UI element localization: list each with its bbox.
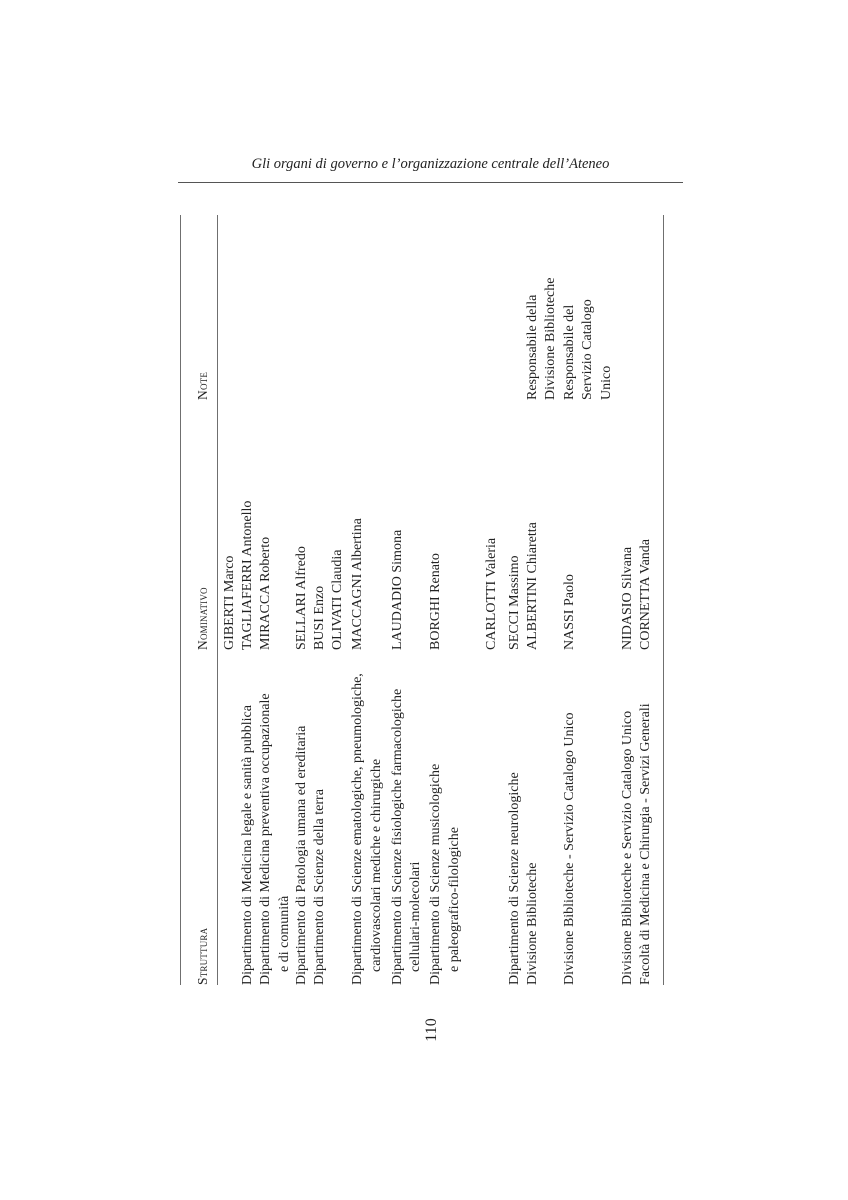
table-header-rule <box>217 215 218 985</box>
table-line <box>257 215 275 985</box>
note-cell: Unico <box>599 365 614 400</box>
nominativo-cell: BUSI Enzo <box>312 585 327 650</box>
table-bottom-rule <box>663 215 664 985</box>
table-line <box>506 215 524 985</box>
struttura-cell: cardiovascolari mediche e chirurgiche <box>369 758 384 972</box>
table-line <box>542 215 560 985</box>
nominativo-cell: SELLARI Alfredo <box>294 546 309 650</box>
table-line <box>483 215 501 985</box>
table-line <box>637 215 655 985</box>
table-line <box>389 215 407 985</box>
staff-table <box>180 215 665 985</box>
table-line <box>329 215 347 985</box>
column-header-nominativo: Nominativo <box>195 587 210 650</box>
table-top-rule <box>180 215 181 985</box>
note-cell: Servizio Catalogo <box>580 299 595 400</box>
nominativo-cell: MIRACCA Roberto <box>258 536 273 650</box>
struttura-cell: Dipartimento di Patologia umana ed ereditaria <box>294 725 309 985</box>
nominativo-cell: NIDASIO Silvana <box>620 546 635 650</box>
table-line <box>221 215 239 985</box>
nominativo-cell: TAGLIAFERRI Antonello <box>240 500 255 650</box>
table-line <box>311 215 329 985</box>
struttura-cell: Divisione Biblioteche e Servizio Catalogo Unico <box>620 710 635 985</box>
struttura-cell: e di comunità <box>277 895 292 972</box>
table-line <box>276 215 294 985</box>
struttura-cell: Dipartimento di Medicina legale e sanità pubblica <box>240 705 255 985</box>
table-line <box>579 215 597 985</box>
nominativo-cell: GIBERTI Marco <box>222 555 237 650</box>
struttura-cell: Dipartimento di Scienze fisiologiche farmacologiche <box>390 688 405 985</box>
table-line <box>598 215 616 985</box>
table-line <box>407 215 425 985</box>
header-rule <box>178 182 683 183</box>
note-cell: Divisione Biblioteche <box>543 277 558 400</box>
table-line <box>524 215 542 985</box>
table-line <box>561 215 579 985</box>
running-head: Gli organi di governo e l’organizzazione centrale dell’Ateneo <box>251 156 610 172</box>
struttura-cell: e paleografico-filologiche <box>447 827 462 972</box>
nominativo-cell: MACCAGNI Albertina <box>350 518 365 650</box>
struttura-cell: Dipartimento di Medicina preventiva occupazionale <box>258 693 273 985</box>
struttura-cell: Dipartimento di Scienze della terra <box>312 789 327 985</box>
column-header-note: Note <box>195 371 210 400</box>
table-line <box>349 215 367 985</box>
struttura-cell: Divisione Biblioteche <box>525 862 540 985</box>
struttura-cell: cellulari-molecolari <box>408 861 423 972</box>
struttura-cell: Facoltà di Medicina e Chirurgia - Servizi Generali <box>638 703 653 985</box>
table-line <box>427 215 445 985</box>
struttura-cell: Divisione Biblioteche - Servizio Catalogo Unico <box>562 712 577 985</box>
table-line <box>619 215 637 985</box>
nominativo-cell: ALBERTINI Chiaretta <box>525 522 540 650</box>
table-line <box>293 215 311 985</box>
page-number: 110 <box>423 1018 440 1042</box>
table-header-row <box>194 215 212 985</box>
nominativo-cell: OLIVATI Claudia <box>330 549 345 650</box>
struttura-cell: Dipartimento di Scienze neurologiche <box>507 772 522 985</box>
column-header-struttura: Struttura <box>195 927 210 985</box>
note-cell: Responsabile del <box>562 304 577 400</box>
table-line <box>239 215 257 985</box>
table-line <box>446 215 464 985</box>
nominativo-cell: SECCI Massimo <box>507 555 522 650</box>
nominativo-cell: LAUDADIO Simona <box>390 529 405 650</box>
nominativo-cell: CARLOTTI Valeria <box>484 537 499 650</box>
nominativo-cell: NASSI Paolo <box>562 574 577 650</box>
struttura-cell: Dipartimento di Scienze ematologiche, pneumologiche, <box>350 673 365 985</box>
note-cell: Responsabile della <box>525 294 540 400</box>
table-line <box>368 215 386 985</box>
struttura-cell: Dipartimento di Scienze musicologiche <box>428 763 443 985</box>
nominativo-cell: BORGHI Renato <box>428 553 443 650</box>
nominativo-cell: CORNETTA Vanda <box>638 538 653 650</box>
